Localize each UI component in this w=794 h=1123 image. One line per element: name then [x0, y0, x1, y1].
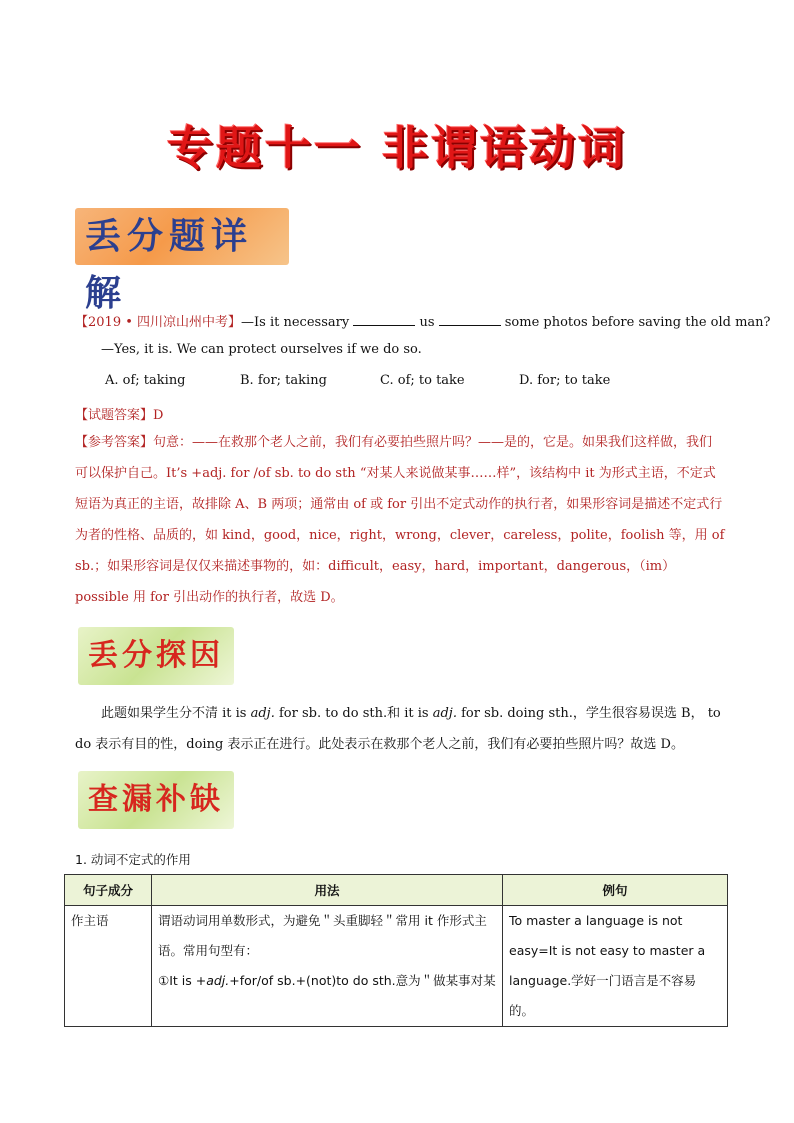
cell-text: ①It is + — [158, 973, 207, 988]
table-row — [65, 906, 728, 1027]
cause-text: for sb. doing sth.，学生很容易误选 B， to do 表示有目的性，doing 表示正在进行。此处表示在救那个老人之前，我们有必要拍些照片吗？故选 D。 — [75, 706, 721, 752]
blank-2 — [439, 313, 501, 326]
banner-label: 查漏补缺 — [88, 782, 224, 817]
table-header: 例句 — [503, 875, 728, 906]
section-heading: 1. 动词不定式的作用 — [75, 852, 191, 867]
table-header: 句子成分 — [65, 875, 152, 906]
cell-text: +for/of sb.+(not)to do sth.意为＂做某事对某 — [229, 973, 496, 988]
stem-part: —Is it necessary — [241, 315, 354, 330]
stem-part: us — [415, 315, 439, 330]
question-source: 【2019 • 四川凉山州中考】 — [75, 315, 242, 330]
explanation-text: 句意：——在救那个老人之前，我们有必要拍些照片吗？——是的，它是。如果我们这样做，我们可以保护自己。It’s +adj. for /of sb. to do sth “对某人来说做某事……样”，该结构中 it 为形式主语，不定式短语为真正的主语，故排除 A、B 两项；通常由 of 或 for 引出不定式动作的执行者，如果形容词是描述不定式行为者的性格、品质的，如 kind，good，nice，right，wrong，clever，careless，polite，foolish 等，用 of sb.；如果形容词是仅仅来描述事物的，如：difficult，easy，hard，important，dangerous，（im）possible 用 for 引出动作的执行者，故选 D。 — [75, 435, 725, 605]
explanation — [75, 427, 725, 613]
page-title: 专题十一 非谓语动词 — [166, 121, 627, 175]
banner-cause — [78, 627, 234, 685]
table-header-row — [65, 875, 728, 906]
stem-part: some photos before saving the old man? — [500, 315, 771, 330]
cell-text: 谓语动词用单数形式，为避免＂头重脚轻＂常用 it 作形式主语。常用句型有： — [158, 913, 487, 958]
option-a: A. of; taking — [105, 373, 186, 388]
option-b: B. for; taking — [240, 373, 327, 388]
cause-adj: adj. — [250, 706, 275, 721]
table-cell: To master a language is not easy=It is not easy to master a language.学好一门语言是不容易的。 — [503, 906, 728, 1027]
usage-table — [64, 874, 728, 1027]
cell-adj: adj. — [206, 973, 230, 988]
answer-line — [75, 404, 163, 423]
option-d: D. for; to take — [519, 373, 611, 388]
question-stem — [75, 311, 771, 330]
answer-value: D — [153, 408, 164, 423]
cause-text: 此题如果学生分不清 it is — [101, 706, 251, 721]
explanation-label: 【参考答案】 — [75, 435, 154, 450]
question-reply: —Yes, it is. We can protect ourselves if we do so. — [101, 342, 422, 357]
cause-text: for sb. to do sth.和 it is — [274, 706, 433, 721]
blank-1 — [353, 313, 415, 326]
banner-error-analysis — [75, 208, 289, 314]
answer-label: 【试题答案】 — [75, 408, 154, 423]
option-c: C. of; to take — [380, 373, 465, 388]
banner-label: 丢分题详解 — [85, 215, 254, 314]
table-cell — [152, 906, 503, 1027]
table-header: 用法 — [152, 875, 503, 906]
cause-adj: adj. — [432, 706, 457, 721]
banner-review — [78, 771, 234, 829]
banner-label: 丢分探因 — [88, 638, 224, 673]
table-cell: 作主语 — [65, 906, 152, 1027]
cause-paragraph — [75, 698, 725, 760]
